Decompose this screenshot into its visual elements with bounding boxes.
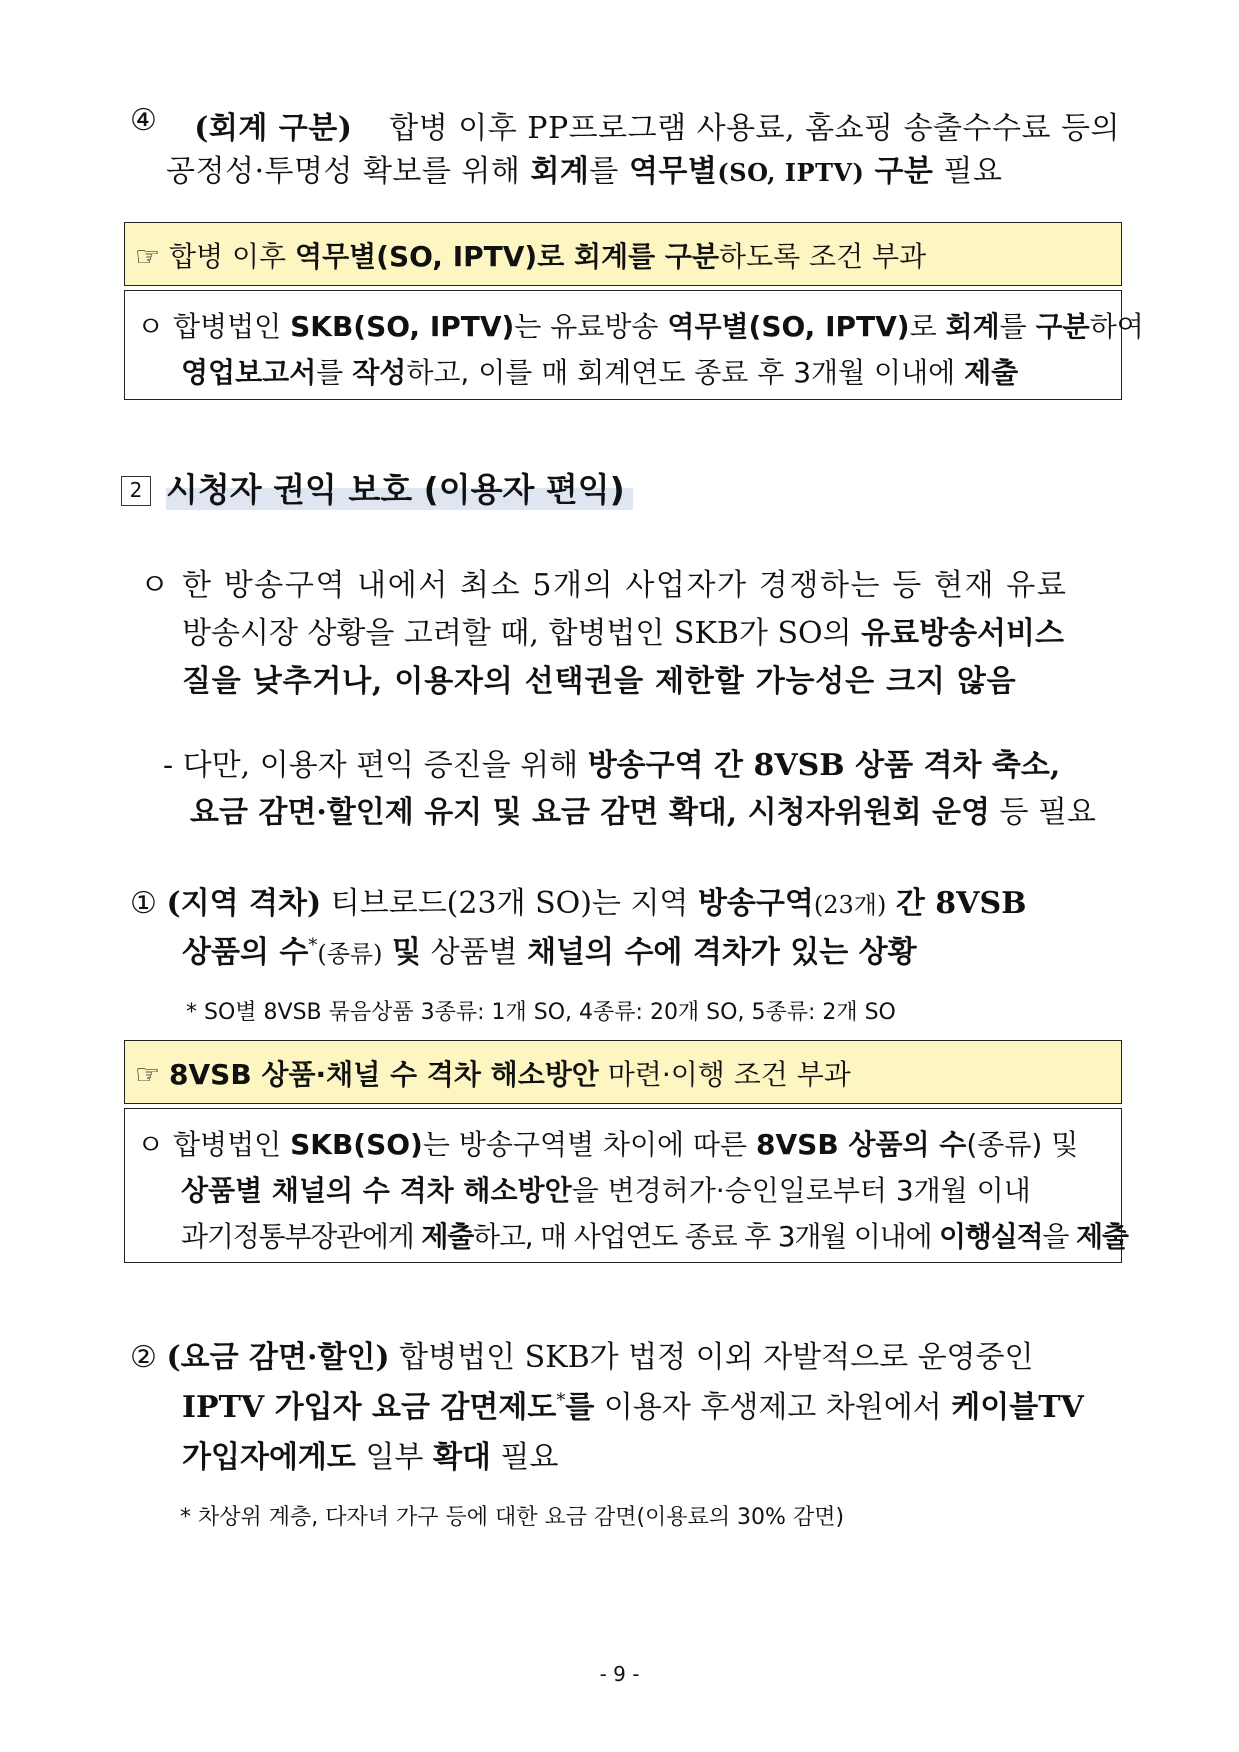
section2-title: 시청자 권익 보호 (이용자 편익) xyxy=(166,470,633,510)
item2-line2 xyxy=(182,1382,1084,1426)
para4-text4: 필요 xyxy=(943,154,1003,189)
section2-number-box: 2 xyxy=(121,476,151,506)
bullet1-line2 xyxy=(182,608,1064,652)
item2-l1-t1: 합병법인 SKB가 법정 이외 자발적으로 운영중인 xyxy=(399,1340,1034,1375)
box2-bullet: ㅇ xyxy=(137,1128,165,1161)
para4-line1 xyxy=(130,103,1120,147)
box1-head-t1: 합병 이후 xyxy=(169,240,287,273)
item2-note: * 차상위 계층, 다자녀 가구 등에 대한 요금 감면(이용료의 30% 감면) xyxy=(180,1505,845,1530)
box2-l1-t1: 합병법인 xyxy=(172,1128,282,1161)
dash1-l1-b1: 방송구역 간 8VSB 상품 격차 축소, xyxy=(587,748,1061,783)
box2-l1-t3: (종류) 및 xyxy=(966,1128,1079,1161)
box1-bullet: ㅇ xyxy=(137,310,165,343)
box2-l2-t1: 을 변경허가·승인일로부터 3개월 이내 xyxy=(571,1174,1031,1207)
para4-bold-accounting: 회계 xyxy=(530,154,590,189)
box1-l1-b1: SKB(SO, IPTV) xyxy=(290,310,515,343)
dash1-line2 xyxy=(190,787,1096,831)
box1-l1-b3: 회계 xyxy=(945,310,1000,343)
item2-l2-b3: 케이블TV xyxy=(951,1390,1084,1425)
bullet1-l2-t1: 방송시장 상황을 고려할 때, 합병법인 SKB가 SO의 xyxy=(182,616,852,651)
box2-l1-b2: 8VSB 상품의 수 xyxy=(756,1128,967,1161)
box1-body-line2 xyxy=(181,351,1018,391)
item1-marker: ① xyxy=(130,886,157,921)
item2-l3-b1: 가입자에게도 xyxy=(182,1440,356,1475)
item1-l2-sup: * xyxy=(308,935,318,956)
box2-body-line1 xyxy=(137,1123,1078,1163)
bullet1-l2-b1: 유료방송서비스 xyxy=(861,616,1064,651)
item2-l3-t2: 필요 xyxy=(500,1440,559,1475)
box2-l3-b1: 제출 xyxy=(421,1220,474,1253)
item2-marker: ② xyxy=(130,1340,157,1375)
dash1-marker: - xyxy=(163,748,174,783)
item2-l3-t1: 일부 xyxy=(365,1440,424,1475)
para4-bold-service: 역무별 xyxy=(628,154,718,189)
para4-bold-distinct: 구분 xyxy=(874,154,934,189)
box1-l2-b3: 제출 xyxy=(964,356,1019,389)
box1-l2-b1: 영업보고서 xyxy=(181,356,317,389)
item1-l2-t2: 상품별 xyxy=(430,935,518,970)
box1-head-t2: 하도록 조건 부과 xyxy=(719,240,927,273)
item2-l2-sup: * xyxy=(556,1390,566,1411)
box2-head-b1: 8VSB 상품·채널 수 격차 해소방안 xyxy=(169,1058,599,1091)
para4-marker: ④ xyxy=(130,103,158,138)
box1-l2-t1: 를 xyxy=(316,356,344,389)
box2-l3-t2: 하고, 매 사업연도 종료 후 3개월 이내에 xyxy=(473,1220,932,1253)
box1-l1-t4: 를 xyxy=(999,310,1027,343)
para4-text1: 합병 이후 PP프로그램 사용료, 홈쇼핑 송출수수료 등의 xyxy=(389,111,1120,146)
item1-l2-t1: (종류) xyxy=(317,940,383,968)
pointing-hand-icon: ☞ xyxy=(135,1058,161,1091)
box2-header-text xyxy=(135,1053,851,1093)
box1-l2-t2: 하고, 이를 매 회계연도 종료 후 3개월 이내에 xyxy=(406,356,956,389)
box2-l1-t2: 는 방송구역별 차이에 따른 xyxy=(422,1128,748,1161)
item1-l1-b1: (지역 격차) xyxy=(166,886,322,921)
dash1-line1 xyxy=(163,740,1060,784)
item1-l2-b1: 상품의 수 xyxy=(182,935,309,970)
item1-l2-b3: 채널의 수에 격차가 있는 상황 xyxy=(527,935,917,970)
bullet1-marker: ㅇ xyxy=(140,568,169,603)
para4-bold-so-iptv: (SO, IPTV) xyxy=(717,158,865,187)
box2-condition-body xyxy=(124,1108,1128,1263)
item2-l3-b2: 확대 xyxy=(432,1440,491,1475)
pointing-hand-icon: ☞ xyxy=(135,240,161,273)
item1-l1-t2: (23개) xyxy=(813,891,887,919)
box2-condition-header xyxy=(124,1040,1122,1104)
box2-l3-t3: 을 xyxy=(1042,1220,1069,1253)
item2-line3 xyxy=(182,1432,558,1476)
box2-l2-b1: 상품별 채널의 수 격차 해소방안 xyxy=(181,1174,572,1207)
item1-l1-b2: 방송구역 xyxy=(697,886,814,921)
box2-body-line3 xyxy=(181,1215,1128,1255)
dash1-l2-t1: 등 필요 xyxy=(999,795,1096,830)
box1-l1-t2: 는 유료방송 xyxy=(514,310,659,343)
item1-line1 xyxy=(130,878,1026,922)
para4-line2 xyxy=(166,146,1002,190)
box1-condition-body xyxy=(124,290,1144,400)
box1-l1-t1: 합병법인 xyxy=(172,310,282,343)
box1-l1-b2: 역무별(SO, IPTV) xyxy=(667,310,910,343)
box1-l2-b2: 작성 xyxy=(352,356,407,389)
item2-l1-b1: (요금 감면·할인) xyxy=(166,1340,390,1375)
item1-l1-b3: 간 8VSB xyxy=(895,886,1027,921)
box1-body-line1 xyxy=(137,305,1144,345)
item1-l1-t1: 티브로드(23개 SO)는 지역 xyxy=(330,886,689,921)
dash1-l1-t1: 다만, 이용자 편익 증진을 위해 xyxy=(182,748,579,783)
box1-header-text xyxy=(135,235,926,275)
item2-l2-t1: 이용자 후생제고 차원에서 xyxy=(603,1390,942,1425)
para4-text2: 공정성·투명성 확보를 위해 xyxy=(166,154,521,189)
item2-l2-b2: 를 xyxy=(565,1390,595,1425)
para4-text3: 를 xyxy=(589,154,619,189)
bullet1-line1: 한 방송구역 내에서 최소 5개의 사업자가 경쟁하는 등 현재 유료 xyxy=(182,568,1068,603)
bullet1-line3: 질을 낮추거나, 이용자의 선택권을 제한할 가능성은 크지 않음 xyxy=(182,664,1017,699)
box1-head-b1: 역무별(SO, IPTV)로 회계를 구분 xyxy=(295,240,719,273)
item2-line1 xyxy=(130,1332,1034,1376)
para4-heading: (회계 구분) xyxy=(194,111,353,146)
box2-l1-b1: SKB(SO) xyxy=(290,1128,423,1161)
item1-note: * SO별 8VSB 묶음상품 3종류: 1개 SO, 4종류: 20개 SO, 5종류: 2개 SO xyxy=(186,1000,896,1025)
item1-line2 xyxy=(182,927,917,971)
box1-condition-header xyxy=(124,222,1122,286)
box1-l1-b4: 구분 xyxy=(1035,310,1090,343)
box2-l3-b2: 이행실적 xyxy=(939,1220,1043,1253)
dash1-l2-b1: 요금 감면·할인제 유지 및 요금 감면 확대, 시청자위원회 운영 xyxy=(190,795,990,830)
page-number: - 9 - xyxy=(599,1662,640,1686)
item1-l2-b2: 및 xyxy=(392,935,422,970)
box1-l1-t5: 하여 xyxy=(1089,310,1144,343)
item2-l2-b1: IPTV 가입자 요금 감면제도 xyxy=(182,1390,557,1425)
box1-l1-t3: 로 xyxy=(909,310,937,343)
box2-l3-t1: 과기정통부장관에게 xyxy=(181,1220,414,1253)
box2-body-line2 xyxy=(181,1169,1031,1209)
box2-head-t1: 마련·이행 조건 부과 xyxy=(607,1058,851,1091)
box2-l3-b3: 제출 xyxy=(1075,1220,1128,1253)
